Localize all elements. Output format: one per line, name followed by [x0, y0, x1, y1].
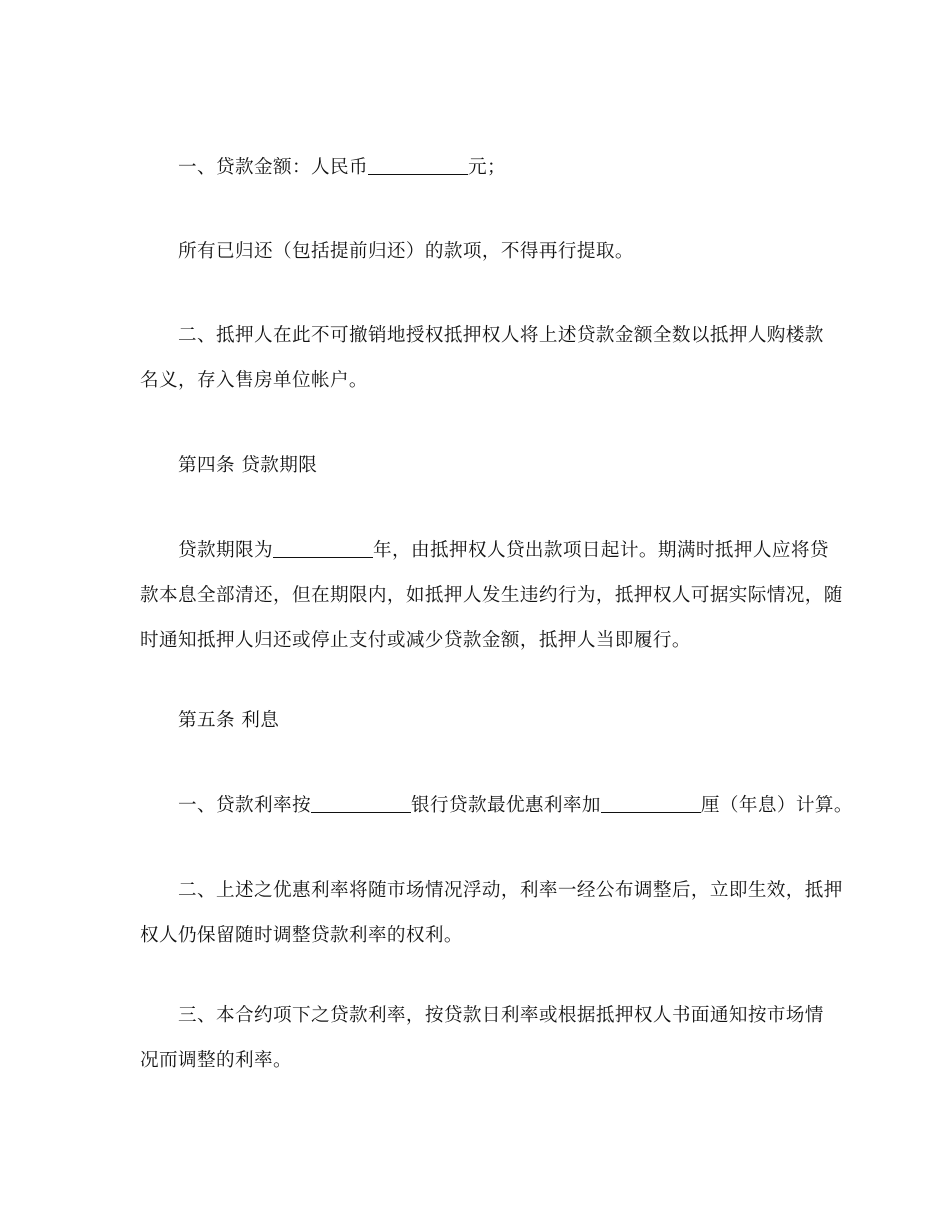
text: 厘（年息）计算。 — [700, 795, 853, 816]
paragraph: 所有已归还（包括提前归还）的款项，不得再行提取。 — [178, 241, 634, 262]
paragraph-line: 三、本合约项下之贷款利率，按贷款日利率或根据抵押权人书面通知按市场情 — [178, 1005, 824, 1026]
paragraph-line: 况而调整的利率。 — [140, 1050, 292, 1071]
paragraph-line: 款本息全部清还，但在期限内，如抵押人发生违约行为，抵押权人可据实际情况，随 — [140, 585, 843, 606]
text: 银行贷款最优惠利率加 — [410, 795, 601, 816]
paragraph-line: 名义，存入售房单位帐户。 — [140, 370, 368, 391]
text: 一、贷款金额：人民币 — [178, 157, 368, 178]
paragraph-line: 时通知抵押人归还或停止支付或减少贷款金额，抵押人当即履行。 — [140, 630, 691, 651]
blank-field-rate — [601, 794, 701, 813]
text: 元； — [467, 157, 506, 178]
section-heading-4: 第四条 贷款期限 — [178, 455, 318, 476]
blank-field-years — [273, 539, 373, 558]
blank-field-amount — [368, 156, 468, 175]
paragraph-line: 二、上述之优惠利率将随市场情况浮动，利率一经公布调整后，立即生效，抵押 — [178, 880, 843, 901]
text: 贷款期限为 — [178, 540, 273, 561]
loan-amount-line — [178, 156, 506, 180]
paragraph-line: 二、抵押人在此不可撤销地授权抵押权人将上述贷款金额全数以抵押人购楼款 — [178, 325, 824, 346]
text: 一、贷款利率按 — [178, 795, 311, 816]
interest-rate-line — [178, 794, 853, 818]
text: 年，由抵押权人贷出款项日起计。期满时抵押人应将贷 — [372, 540, 829, 561]
section-heading-5: 第五条 利息 — [178, 710, 280, 731]
blank-field-bank — [311, 794, 411, 813]
paragraph-line: 权人仍保留随时调整贷款利率的权利。 — [140, 925, 463, 946]
loan-term-line — [178, 539, 829, 563]
